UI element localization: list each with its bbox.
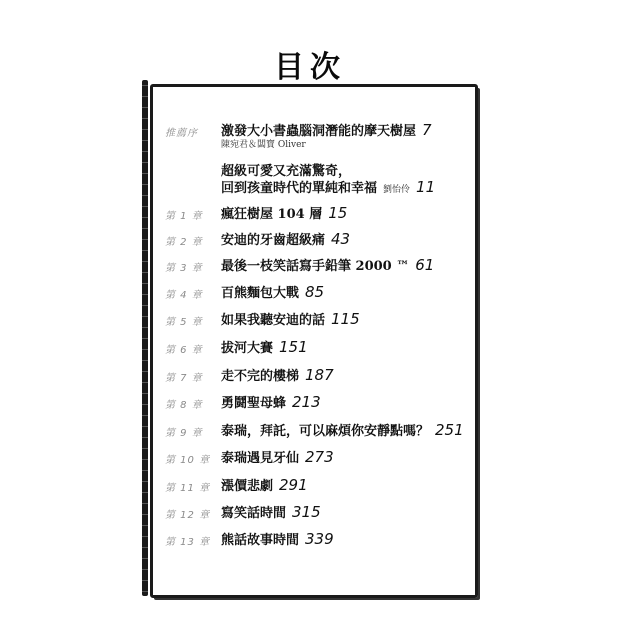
toc-title: 瘋狂樹屋 104 層 15 (221, 204, 348, 222)
toc-label: 第 2 章 (165, 237, 203, 248)
toc-page: 43 (331, 230, 351, 248)
toc-page: 273 (305, 448, 334, 466)
toc-title: 走不完的樓梯 187 (221, 366, 334, 384)
toc-title: 拔河大賽 151 (221, 338, 308, 356)
toc-label: 第 10 章 (165, 455, 211, 466)
toc-page: 339 (305, 530, 334, 548)
toc-label: 推薦序 (165, 128, 198, 139)
toc-page: 187 (305, 366, 334, 384)
toc-label: 第 13 章 (165, 537, 211, 548)
toc-title: 超級可愛又充滿驚奇， (221, 164, 352, 179)
toc-label: 第 11 章 (165, 483, 211, 494)
toc-label: 第 5 章 (165, 317, 203, 328)
toc-page: 61 (415, 256, 435, 274)
toc-page: 291 (279, 476, 308, 494)
toc-title: 熊話故事時間 339 (221, 530, 334, 548)
toc-label: 第 7 章 (165, 373, 203, 384)
toc-page: 15 (328, 204, 348, 222)
toc-title: 如果我聽安迪的話 115 (221, 310, 360, 328)
toc-title: 寫笑話時間 315 (221, 503, 321, 521)
toc-page: 151 (279, 338, 308, 356)
toc-title: 最後一枝笑話寫手鉛筆 2000 ™ 61 (221, 256, 435, 274)
toc-label: 第 1 章 (165, 211, 203, 222)
toc-page: 7 (422, 121, 432, 139)
toc-title: 漲價悲劇 291 (221, 476, 308, 494)
toc-page: 115 (331, 310, 360, 328)
toc-label: 第 4 章 (165, 290, 203, 301)
toc-page: 11 (416, 178, 436, 196)
toc-title: 安迪的牙齒超級痛 43 (221, 230, 351, 248)
toc-page: 213 (292, 393, 321, 411)
toc-page: 315 (292, 503, 321, 521)
toc-page: 251 (435, 421, 464, 439)
toc-label: 第 3 章 (165, 263, 203, 274)
toc-label: 第 8 章 (165, 400, 203, 411)
toc-title: 激發大小書蟲腦洞潛能的摩天樹屋 7 (221, 121, 432, 139)
toc-title: 泰瑞遇見牙仙 273 (221, 448, 334, 466)
toc-author: 陳宛君＆闆寶 Oliver (221, 140, 306, 150)
toc-label: 第 6 章 (165, 345, 203, 356)
toc-page: 85 (305, 283, 325, 301)
toc-title: 百熊麵包大戰 85 (221, 283, 325, 301)
toc-title: 勇鬪聖母蜂 213 (221, 393, 321, 411)
toc-label: 第 12 章 (165, 510, 211, 521)
toc-author: 劉怡伶 (383, 185, 411, 195)
toc-title-line2: 回到孩童時代的單純和幸福 劉怡伶 11 (221, 178, 436, 196)
toc-label: 第 9 章 (165, 428, 203, 439)
toc-title: 泰瑞，拜託，可以麻煩你安靜點嗎？ 251 (221, 421, 464, 439)
page-title: 目次 (274, 50, 346, 85)
